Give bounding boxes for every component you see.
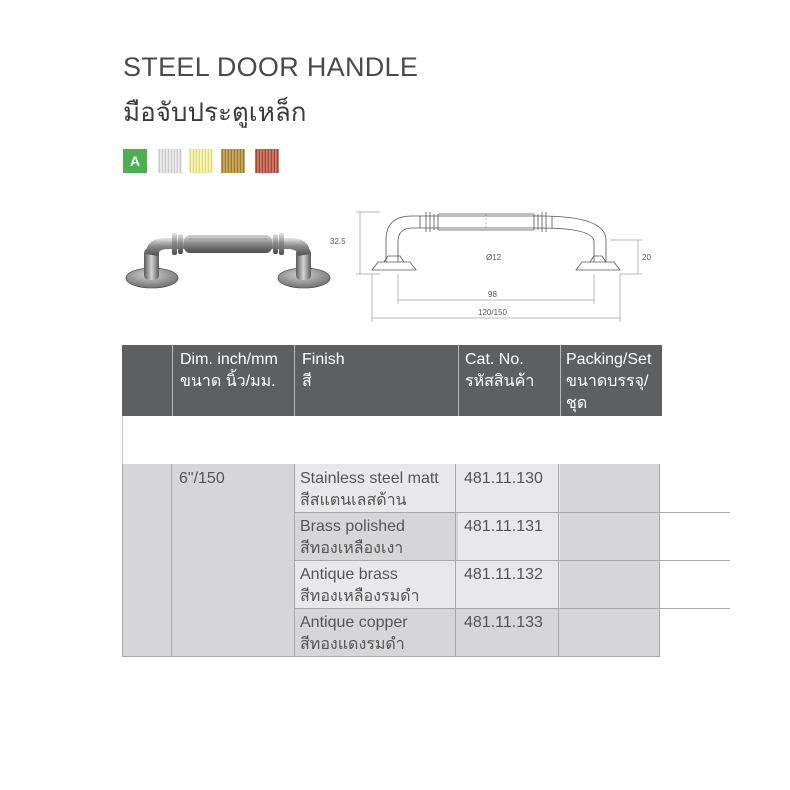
table-header bbox=[122, 345, 662, 416]
dim-outer-label: 120/150 bbox=[478, 308, 507, 317]
header-cat-no: Cat. No. รหัสสินค้า bbox=[465, 351, 535, 390]
header-packing: Packing/Set ขนาดบรรจุ/ ชุด bbox=[566, 351, 652, 412]
dim-inner-label: 98 bbox=[488, 290, 497, 299]
header-dim: Dim. inch/mm ขนาด นิ้ว/มม. bbox=[180, 351, 278, 390]
dimension-drawing bbox=[320, 200, 660, 326]
grade-badge: A bbox=[123, 149, 147, 173]
stainless-steel-matt-swatch bbox=[158, 149, 182, 173]
table-body: 6"/150 Stainless steel matt สีสแตนเลสด้าน 481.11.130 Brass polished สีทองเหลืองเงา 481.11.131 Antique brass สีทองเหลืองรมดำ 481.11.132 Antique copper สีทองแดงรมดำ 481.11.133 bbox=[122, 464, 660, 657]
table-spacer-row bbox=[122, 416, 661, 464]
knurled-grip bbox=[184, 235, 272, 253]
dim-diameter-label: Ø12 bbox=[486, 253, 502, 262]
product-title-thai: มือจับประตูเหล็ก bbox=[123, 97, 307, 127]
header-finish: Finish สี bbox=[302, 351, 345, 390]
brass-polished-swatch bbox=[189, 149, 213, 173]
dim-depth-label: 20 bbox=[642, 253, 651, 262]
handle-photo bbox=[122, 222, 332, 292]
dim-value: 6"/150 bbox=[179, 470, 225, 487]
antique-copper-swatch bbox=[255, 149, 279, 173]
product-title: STEEL DOOR HANDLE bbox=[123, 52, 419, 82]
antique-brass-swatch bbox=[221, 149, 245, 173]
dim-height-label: 32.5 bbox=[330, 237, 346, 246]
